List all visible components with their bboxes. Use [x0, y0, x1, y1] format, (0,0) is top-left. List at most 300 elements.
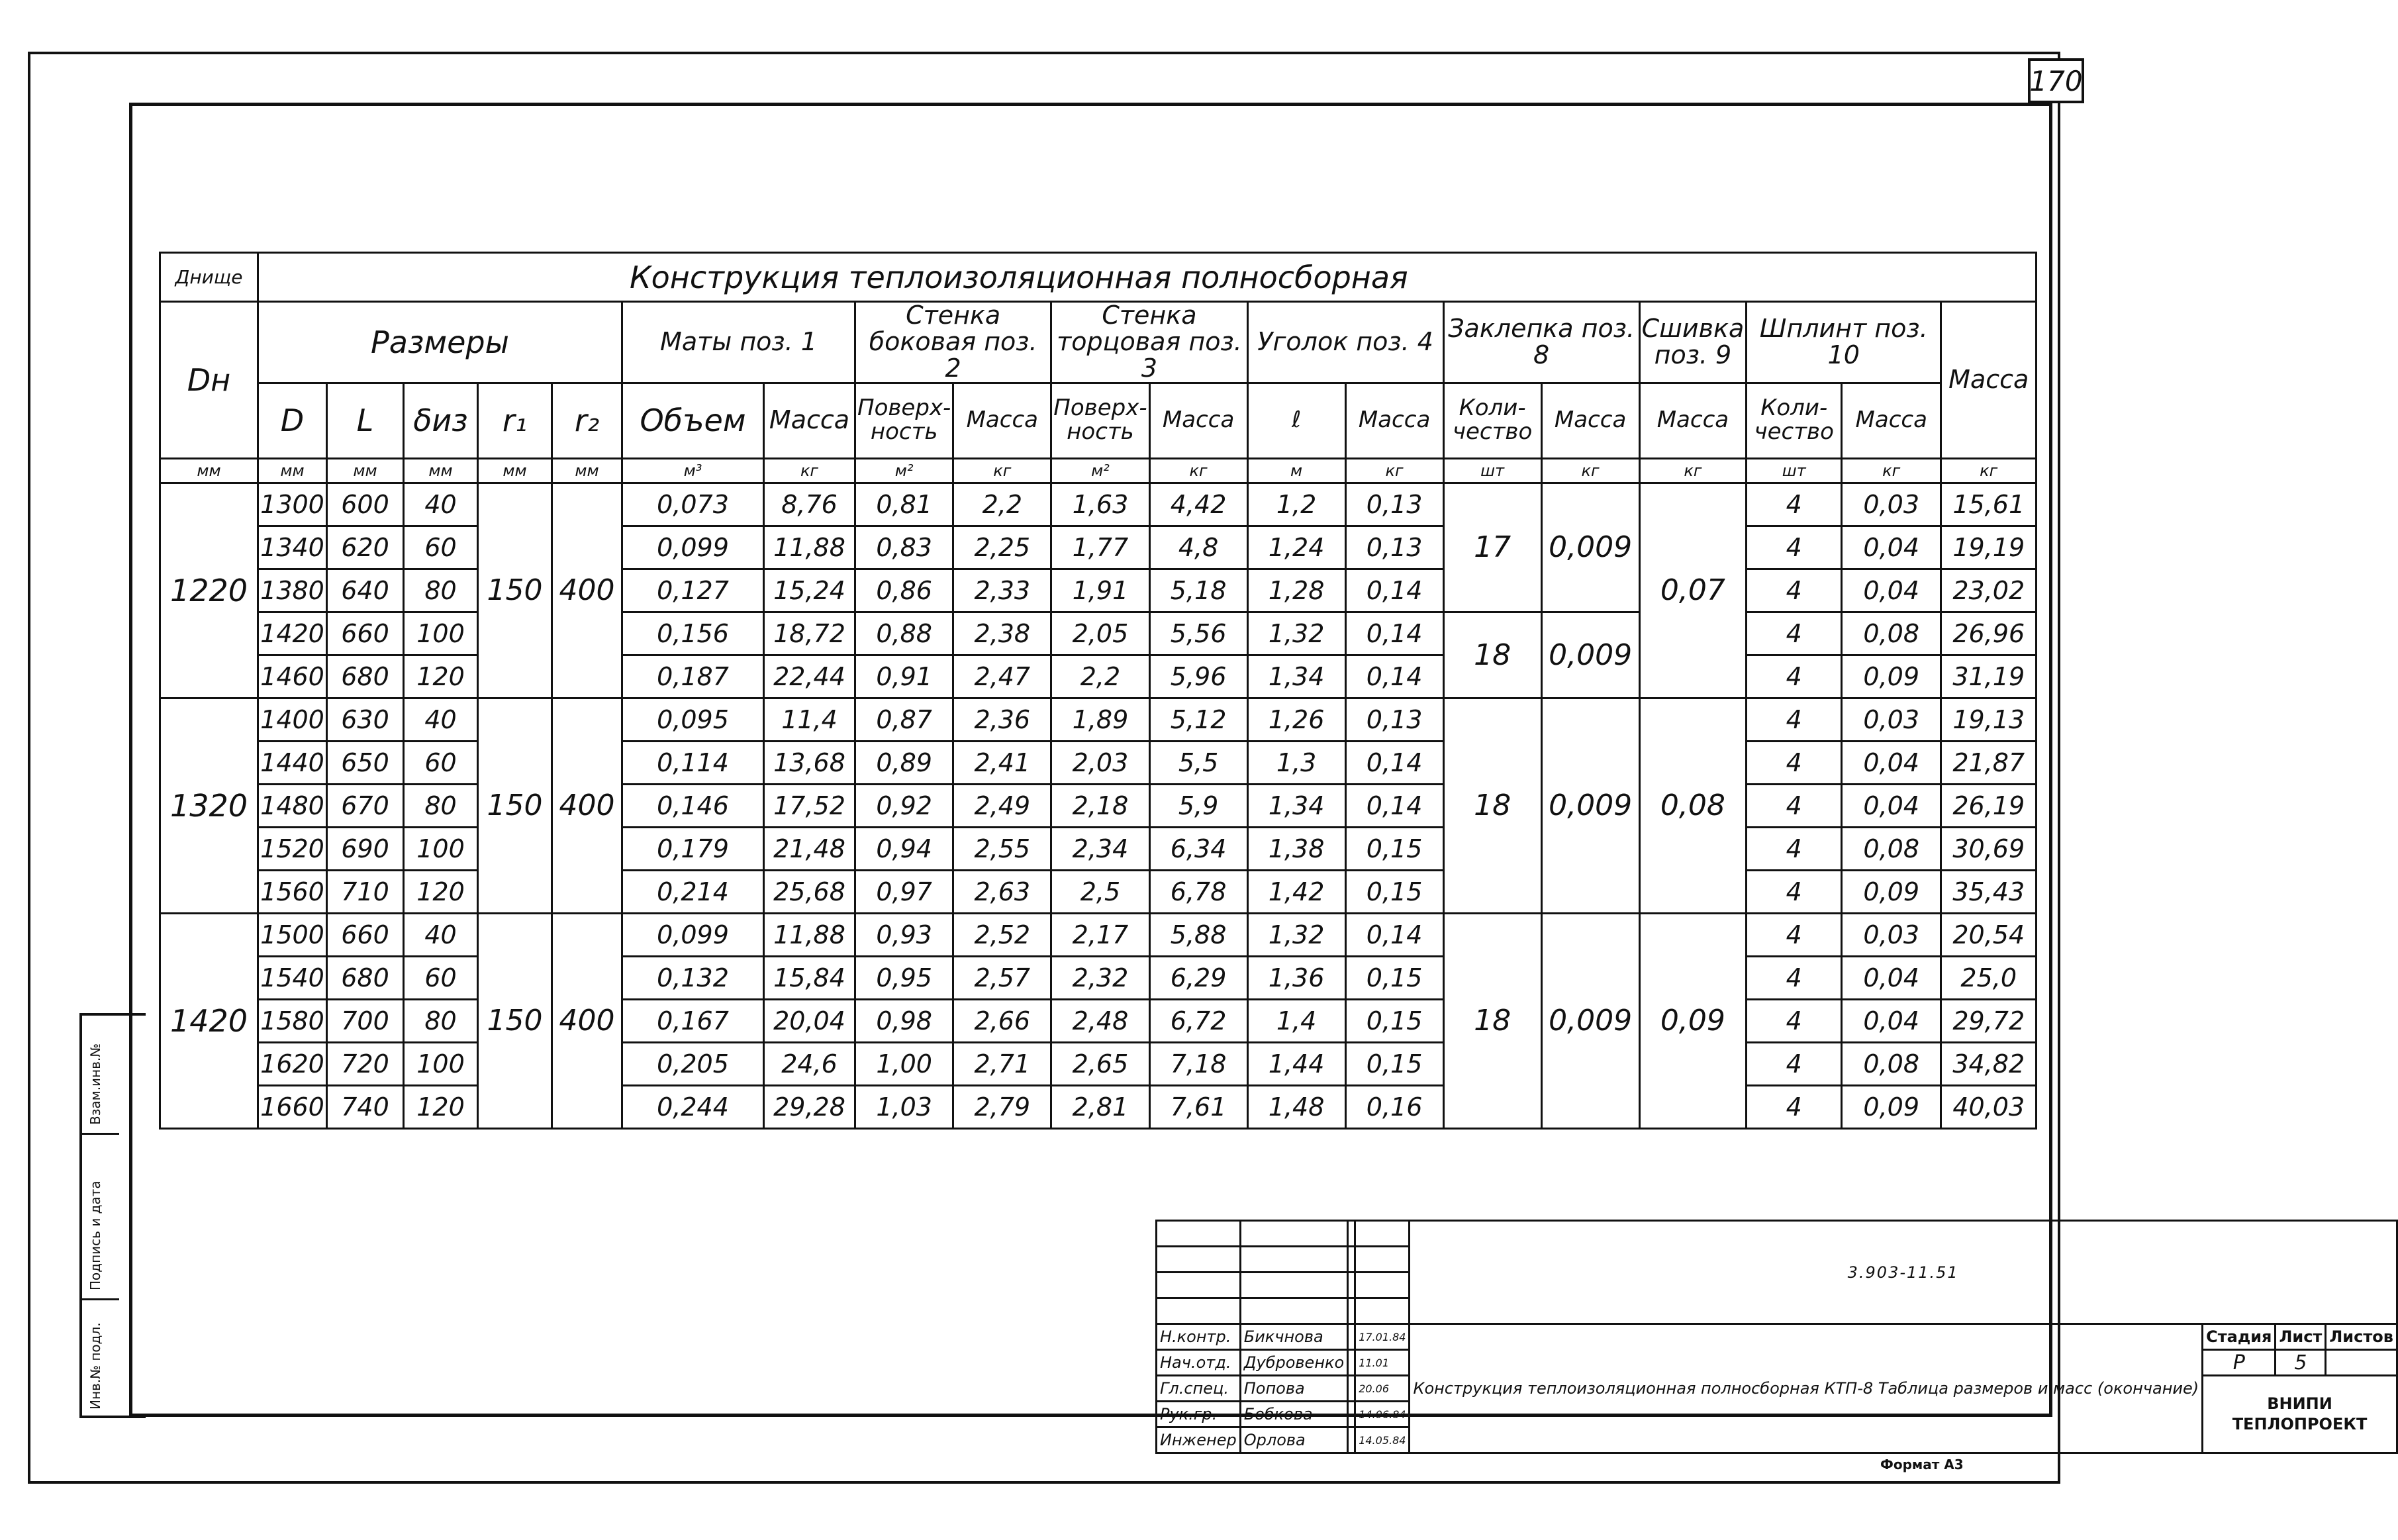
- cell-side-mass: 2,71: [953, 1042, 1051, 1085]
- cell-mats-mass: 13,68: [764, 741, 855, 784]
- cell-D: 1300: [258, 483, 327, 526]
- cell-rivet-qty: 18: [1443, 612, 1541, 698]
- cell-r1: 150: [478, 698, 552, 913]
- dn-value: 1420: [160, 913, 258, 1128]
- tb-date: 11.01: [1355, 1350, 1410, 1376]
- cell-total-mass: 29,72: [1941, 999, 2037, 1042]
- cell-cotter-mass: 0,03: [1842, 483, 1941, 526]
- cell-side-mass: 2,63: [953, 870, 1051, 913]
- cell-thickness: 120: [404, 870, 478, 913]
- unit-cell: шт: [1443, 458, 1541, 483]
- cell-end-surface: 2,81: [1051, 1085, 1149, 1128]
- unit-cell: мм: [327, 458, 404, 483]
- cell-mats-mass: 15,24: [764, 569, 855, 612]
- header-angle: Уголок поз. 4: [1247, 302, 1443, 383]
- unit-cell: кг: [1345, 458, 1443, 483]
- tb-signature: [1348, 1350, 1355, 1376]
- cell-r1: 150: [478, 913, 552, 1128]
- cell-total-mass: 19,13: [1941, 698, 2037, 741]
- cell-angle-length: 1,34: [1247, 655, 1345, 698]
- cell-side-surface: 1,00: [855, 1042, 953, 1085]
- cell-cotter-qty: 4: [1747, 956, 1842, 999]
- cell-angle-length: 1,36: [1247, 956, 1345, 999]
- cell-angle-mass: 0,13: [1345, 483, 1443, 526]
- header-mats: Маты поз. 1: [622, 302, 855, 383]
- cell-rivet-mass: 0,009: [1541, 612, 1639, 698]
- tb-role: Рук.гр.: [1157, 1402, 1241, 1427]
- cell-angle-mass: 0,15: [1345, 827, 1443, 870]
- cell-side-mass: 2,79: [953, 1085, 1051, 1128]
- tb-name: Попова: [1240, 1376, 1347, 1402]
- tb-stage-value: Р: [2203, 1350, 2276, 1376]
- unit-cell: мм: [552, 458, 622, 483]
- tb-signature: [1348, 1376, 1355, 1402]
- cell-thickness: 60: [404, 956, 478, 999]
- tb-empty-1b: [1240, 1221, 1347, 1247]
- cell-side-mass: 2,33: [953, 569, 1051, 612]
- cell-cotter-mass: 0,04: [1842, 956, 1941, 999]
- cell-rivet-qty: 18: [1443, 698, 1541, 913]
- cell-end-surface: 2,17: [1051, 913, 1149, 956]
- cell-mats-mass: 20,04: [764, 999, 855, 1042]
- cell-side-mass: 2,25: [953, 526, 1051, 569]
- cell-side-surface: 0,92: [855, 784, 953, 827]
- cell-angle-mass: 0,13: [1345, 526, 1443, 569]
- cell-cotter-mass: 0,04: [1842, 999, 1941, 1042]
- cell-end-mass: 5,9: [1149, 784, 1247, 827]
- header-bottom: Днище: [160, 253, 258, 302]
- cell-end-mass: 4,42: [1149, 483, 1247, 526]
- cell-end-mass: 6,78: [1149, 870, 1247, 913]
- cell-side-surface: 0,97: [855, 870, 953, 913]
- cell-cotter-mass: 0,04: [1842, 741, 1941, 784]
- subheader-r1: r₁: [478, 383, 552, 458]
- cell-angle-mass: 0,14: [1345, 784, 1443, 827]
- cell-end-mass: 5,96: [1149, 655, 1247, 698]
- cell-angle-mass: 0,14: [1345, 612, 1443, 655]
- table-row: [160, 526, 2037, 569]
- cell-end-mass: 6,72: [1149, 999, 1247, 1042]
- tb-empty-4b: [1240, 1298, 1347, 1324]
- cell-end-mass: 7,18: [1149, 1042, 1247, 1085]
- cell-L: 700: [327, 999, 404, 1042]
- cell-D: 1660: [258, 1085, 327, 1128]
- cell-end-mass: 5,5: [1149, 741, 1247, 784]
- cell-mats-mass: 21,48: [764, 827, 855, 870]
- cell-side-mass: 2,36: [953, 698, 1051, 741]
- cell-mats-volume: 0,179: [622, 827, 764, 870]
- table-row: [160, 999, 2037, 1042]
- cell-cotter-qty: 4: [1747, 526, 1842, 569]
- cell-angle-mass: 0,14: [1345, 741, 1443, 784]
- subheader-side-mass: Масса: [953, 383, 1051, 458]
- cell-cotter-mass: 0,04: [1842, 569, 1941, 612]
- table-row: [160, 698, 2037, 741]
- cell-angle-mass: 0,16: [1345, 1085, 1443, 1128]
- subheader-cotter-qty: Коли-чество: [1747, 383, 1842, 458]
- cell-angle-length: 1,26: [1247, 698, 1345, 741]
- cell-angle-length: 1,44: [1247, 1042, 1345, 1085]
- cell-angle-length: 1,32: [1247, 913, 1345, 956]
- cell-side-mass: 2,38: [953, 612, 1051, 655]
- tb-empty-2b: [1240, 1247, 1347, 1273]
- tb-role: Н.контр.: [1157, 1324, 1241, 1350]
- cell-end-mass: 5,88: [1149, 913, 1247, 956]
- cell-end-surface: 2,34: [1051, 827, 1149, 870]
- cell-L: 710: [327, 870, 404, 913]
- tb-sheet-label: Лист: [2276, 1324, 2326, 1350]
- unit-cell: мм: [160, 458, 258, 483]
- cell-cotter-qty: 4: [1747, 1085, 1842, 1128]
- cell-D: 1480: [258, 784, 327, 827]
- cell-mats-volume: 0,205: [622, 1042, 764, 1085]
- header-sizes: Размеры: [258, 302, 622, 383]
- cell-side-surface: 0,91: [855, 655, 953, 698]
- cell-side-surface: 0,87: [855, 698, 953, 741]
- unit-cell: мм: [478, 458, 552, 483]
- unit-cell: кг: [1541, 458, 1639, 483]
- cell-D: 1440: [258, 741, 327, 784]
- cell-mats-volume: 0,099: [622, 526, 764, 569]
- tb-role: Гл.спец.: [1157, 1376, 1241, 1402]
- tb-signature: [1348, 1427, 1355, 1453]
- cell-D: 1400: [258, 698, 327, 741]
- cell-cotter-mass: 0,08: [1842, 827, 1941, 870]
- cell-cotter-qty: 4: [1747, 999, 1842, 1042]
- cell-mats-volume: 0,073: [622, 483, 764, 526]
- subheader-rivet-qty: Коли-чество: [1443, 383, 1541, 458]
- subheader-side-surface: Поверх-ность: [855, 383, 953, 458]
- cell-thickness: 80: [404, 569, 478, 612]
- cell-L: 720: [327, 1042, 404, 1085]
- cell-rivet-qty: 18: [1443, 913, 1541, 1128]
- cell-side-surface: 0,83: [855, 526, 953, 569]
- page-number: 170: [2028, 58, 2084, 103]
- table-row: [160, 1042, 2037, 1085]
- unit-cell: мм: [258, 458, 327, 483]
- unit-cell: кг: [1149, 458, 1247, 483]
- margin-label-signature-date: Подпись и дата: [87, 1180, 103, 1290]
- cell-mats-volume: 0,146: [622, 784, 764, 827]
- table-row: [160, 827, 2037, 870]
- header-construction: Конструкция теплоизоляционная полносборная: [258, 253, 2037, 302]
- cell-side-mass: 2,41: [953, 741, 1051, 784]
- table-row: [160, 1085, 2037, 1128]
- cell-end-mass: 7,61: [1149, 1085, 1247, 1128]
- cell-angle-mass: 0,15: [1345, 999, 1443, 1042]
- header-mass-total: Масса: [1941, 302, 2037, 459]
- cell-side-surface: 0,86: [855, 569, 953, 612]
- cell-angle-length: 1,24: [1247, 526, 1345, 569]
- cell-angle-mass: 0,15: [1345, 870, 1443, 913]
- subheader-L: L: [327, 383, 404, 458]
- tb-empty-3a: [1157, 1273, 1241, 1298]
- header-stitching: Сшивка поз. 9: [1639, 302, 1747, 383]
- format-label: Формат А3: [1880, 1457, 1964, 1472]
- cell-angle-length: 1,48: [1247, 1085, 1345, 1128]
- cell-side-surface: 0,98: [855, 999, 953, 1042]
- header-cotter: Шплинт поз. 10: [1747, 302, 1941, 383]
- cell-side-surface: 1,03: [855, 1085, 953, 1128]
- unit-cell: кг: [1639, 458, 1747, 483]
- cell-end-surface: 2,18: [1051, 784, 1149, 827]
- cell-angle-length: 1,3: [1247, 741, 1345, 784]
- tb-name: Орлова: [1240, 1427, 1347, 1453]
- cell-stitching-mass: 0,09: [1639, 913, 1747, 1128]
- cell-thickness: 120: [404, 655, 478, 698]
- cell-angle-length: 1,34: [1247, 784, 1345, 827]
- cell-mats-volume: 0,156: [622, 612, 764, 655]
- table-row: [160, 655, 2037, 698]
- subheader-stitching-mass: Масса: [1639, 383, 1747, 458]
- cell-mats-volume: 0,127: [622, 569, 764, 612]
- cell-angle-length: 1,4: [1247, 999, 1345, 1042]
- cell-mats-mass: 17,52: [764, 784, 855, 827]
- dn-value: 1220: [160, 483, 258, 698]
- tb-empty-2a: [1157, 1247, 1241, 1273]
- cell-r2: 400: [552, 483, 622, 698]
- cell-total-mass: 21,87: [1941, 741, 2037, 784]
- cell-mats-volume: 0,167: [622, 999, 764, 1042]
- tb-date: 14.05.84: [1355, 1427, 1410, 1453]
- tb-name: Дубровенко: [1240, 1350, 1347, 1376]
- dn-value: 1320: [160, 698, 258, 913]
- cell-end-surface: 1,63: [1051, 483, 1149, 526]
- unit-cell: м: [1247, 458, 1345, 483]
- tb-empty-4d: [1355, 1298, 1410, 1324]
- tb-empty-1c: [1348, 1221, 1355, 1247]
- subheader-mats-mass: Масса: [764, 383, 855, 458]
- unit-cell: мм: [404, 458, 478, 483]
- cell-cotter-qty: 4: [1747, 827, 1842, 870]
- cell-total-mass: 15,61: [1941, 483, 2037, 526]
- cell-end-surface: 2,32: [1051, 956, 1149, 999]
- subheader-end-mass: Масса: [1149, 383, 1247, 458]
- cell-total-mass: 30,69: [1941, 827, 2037, 870]
- cell-cotter-mass: 0,03: [1842, 698, 1941, 741]
- tb-empty-4c: [1348, 1298, 1355, 1324]
- cell-thickness: 120: [404, 1085, 478, 1128]
- cell-cotter-qty: 4: [1747, 655, 1842, 698]
- cell-side-surface: 0,89: [855, 741, 953, 784]
- cell-L: 650: [327, 741, 404, 784]
- header-rivet: Заклепка поз. 8: [1443, 302, 1639, 383]
- cell-thickness: 80: [404, 999, 478, 1042]
- cell-r2: 400: [552, 913, 622, 1128]
- cell-angle-length: 1,2: [1247, 483, 1345, 526]
- cell-side-surface: 0,95: [855, 956, 953, 999]
- cell-end-mass: 6,34: [1149, 827, 1247, 870]
- cell-mats-volume: 0,095: [622, 698, 764, 741]
- tb-sheet-value: 5: [2276, 1350, 2326, 1376]
- cell-total-mass: 34,82: [1941, 1042, 2037, 1085]
- cell-side-mass: 2,2: [953, 483, 1051, 526]
- cell-end-surface: 2,05: [1051, 612, 1149, 655]
- cell-end-surface: 2,5: [1051, 870, 1149, 913]
- cell-r2: 400: [552, 698, 622, 913]
- cell-D: 1540: [258, 956, 327, 999]
- cell-angle-mass: 0,14: [1345, 569, 1443, 612]
- cell-D: 1580: [258, 999, 327, 1042]
- cell-side-surface: 0,88: [855, 612, 953, 655]
- cell-end-surface: 1,89: [1051, 698, 1149, 741]
- cell-thickness: 40: [404, 483, 478, 526]
- cell-L: 620: [327, 526, 404, 569]
- margin-strip: [79, 1013, 146, 1418]
- cell-angle-length: 1,42: [1247, 870, 1345, 913]
- margin-label-inv-original: Инв.№ подл.: [87, 1322, 103, 1410]
- tb-empty-1d: [1355, 1221, 1410, 1247]
- table-row: [160, 483, 2037, 526]
- cell-cotter-qty: 4: [1747, 698, 1842, 741]
- tb-empty-3b: [1240, 1273, 1347, 1298]
- cell-end-mass: 5,56: [1149, 612, 1247, 655]
- unit-cell: кг: [1842, 458, 1941, 483]
- cell-side-mass: 2,52: [953, 913, 1051, 956]
- cell-cotter-qty: 4: [1747, 870, 1842, 913]
- tb-role-row: [1157, 1324, 2397, 1350]
- cell-L: 660: [327, 612, 404, 655]
- cell-mats-volume: 0,132: [622, 956, 764, 999]
- cell-end-surface: 2,2: [1051, 655, 1149, 698]
- cell-cotter-mass: 0,08: [1842, 612, 1941, 655]
- cell-rivet-mass: 0,009: [1541, 913, 1639, 1128]
- cell-side-mass: 2,55: [953, 827, 1051, 870]
- cell-end-surface: 1,91: [1051, 569, 1149, 612]
- cell-end-mass: 5,12: [1149, 698, 1247, 741]
- cell-thickness: 60: [404, 526, 478, 569]
- margin-cell-replaced-inv: [82, 1016, 119, 1135]
- dimensions-mass-table: [159, 252, 2037, 1130]
- cell-end-surface: 2,03: [1051, 741, 1149, 784]
- title-block: [1155, 1220, 2398, 1454]
- cell-cotter-qty: 4: [1747, 913, 1842, 956]
- subheader-end-surface: Поверх-ность: [1051, 383, 1149, 458]
- cell-mats-mass: 8,76: [764, 483, 855, 526]
- cell-end-mass: 6,29: [1149, 956, 1247, 999]
- cell-side-mass: 2,49: [953, 784, 1051, 827]
- cell-r1: 150: [478, 483, 552, 698]
- subheader-angle-mass: Масса: [1345, 383, 1443, 458]
- cell-total-mass: 19,19: [1941, 526, 2037, 569]
- tb-empty-2d: [1355, 1247, 1410, 1273]
- tb-date: 20.06: [1355, 1376, 1410, 1402]
- cell-end-surface: 2,65: [1051, 1042, 1149, 1085]
- cell-side-mass: 2,66: [953, 999, 1051, 1042]
- cell-rivet-qty: 17: [1443, 483, 1541, 612]
- cell-total-mass: 35,43: [1941, 870, 2037, 913]
- margin-label-replaced-inv: Взам.инв.№: [87, 1043, 103, 1125]
- cell-D: 1380: [258, 569, 327, 612]
- subheader-cotter-mass: Масса: [1842, 383, 1941, 458]
- cell-D: 1340: [258, 526, 327, 569]
- cell-total-mass: 20,54: [1941, 913, 2037, 956]
- cell-angle-mass: 0,13: [1345, 698, 1443, 741]
- cell-thickness: 100: [404, 1042, 478, 1085]
- cell-mats-mass: 15,84: [764, 956, 855, 999]
- cell-L: 740: [327, 1085, 404, 1128]
- cell-L: 630: [327, 698, 404, 741]
- cell-thickness: 40: [404, 698, 478, 741]
- subheader-r2: r₂: [552, 383, 622, 458]
- cell-side-surface: 0,81: [855, 483, 953, 526]
- document-code: 3.903-11.51: [1410, 1221, 2397, 1324]
- cell-cotter-mass: 0,08: [1842, 1042, 1941, 1085]
- cell-D: 1520: [258, 827, 327, 870]
- header-dn: Dн: [160, 302, 258, 459]
- cell-rivet-mass: 0,009: [1541, 483, 1639, 612]
- cell-total-mass: 26,96: [1941, 612, 2037, 655]
- cell-L: 680: [327, 956, 404, 999]
- cell-mats-volume: 0,187: [622, 655, 764, 698]
- cell-mats-mass: 24,6: [764, 1042, 855, 1085]
- cell-L: 690: [327, 827, 404, 870]
- subheader-mats-volume: Объем: [622, 383, 764, 458]
- cell-L: 640: [327, 569, 404, 612]
- cell-mats-volume: 0,244: [622, 1085, 764, 1128]
- cell-thickness: 80: [404, 784, 478, 827]
- cell-cotter-qty: 4: [1747, 483, 1842, 526]
- tb-date: 17.01.84: [1355, 1324, 1410, 1350]
- table-row: [160, 913, 2037, 956]
- cell-cotter-mass: 0,03: [1842, 913, 1941, 956]
- cell-cotter-qty: 4: [1747, 741, 1842, 784]
- cell-side-mass: 2,47: [953, 655, 1051, 698]
- cell-D: 1560: [258, 870, 327, 913]
- margin-cell-inv-original: [82, 1300, 119, 1418]
- cell-D: 1620: [258, 1042, 327, 1085]
- cell-angle-mass: 0,14: [1345, 655, 1443, 698]
- table-row: [160, 956, 2037, 999]
- margin-cell-signature-date: [82, 1135, 119, 1300]
- table-row: [160, 569, 2037, 612]
- unit-cell: м³: [622, 458, 764, 483]
- cell-angle-length: 1,38: [1247, 827, 1345, 870]
- cell-L: 600: [327, 483, 404, 526]
- cell-L: 680: [327, 655, 404, 698]
- tb-sheets-value: [2326, 1350, 2397, 1376]
- cell-rivet-mass: 0,009: [1541, 698, 1639, 913]
- subheader-D: D: [258, 383, 327, 458]
- tb-empty-2c: [1348, 1247, 1355, 1273]
- cell-L: 660: [327, 913, 404, 956]
- tb-signature: [1348, 1402, 1355, 1427]
- cell-mats-mass: 11,88: [764, 526, 855, 569]
- unit-cell: кг: [1941, 458, 2037, 483]
- cell-thickness: 40: [404, 913, 478, 956]
- subheader-thickness: δиз: [404, 383, 478, 458]
- cell-D: 1420: [258, 612, 327, 655]
- cell-mats-volume: 0,114: [622, 741, 764, 784]
- table-row: [160, 612, 2037, 655]
- cell-end-surface: 1,77: [1051, 526, 1149, 569]
- cell-mats-mass: 22,44: [764, 655, 855, 698]
- cell-total-mass: 25,0: [1941, 956, 2037, 999]
- cell-cotter-qty: 4: [1747, 569, 1842, 612]
- header-side-wall: Стенка боковая поз. 2: [855, 302, 1051, 383]
- table-row: [160, 784, 2037, 827]
- cell-cotter-mass: 0,09: [1842, 870, 1941, 913]
- tb-description: Конструкция теплоизоляционная полносборная КТП-8 Таблица размеров и масс (окончание): [1410, 1324, 2203, 1453]
- tb-stage-label: Стадия: [2203, 1324, 2276, 1350]
- cell-angle-length: 1,32: [1247, 612, 1345, 655]
- cell-stitching-mass: 0,07: [1639, 483, 1747, 698]
- cell-end-surface: 2,48: [1051, 999, 1149, 1042]
- cell-cotter-qty: 4: [1747, 612, 1842, 655]
- unit-cell: м²: [1051, 458, 1149, 483]
- cell-thickness: 100: [404, 612, 478, 655]
- tb-empty-4a: [1157, 1298, 1241, 1324]
